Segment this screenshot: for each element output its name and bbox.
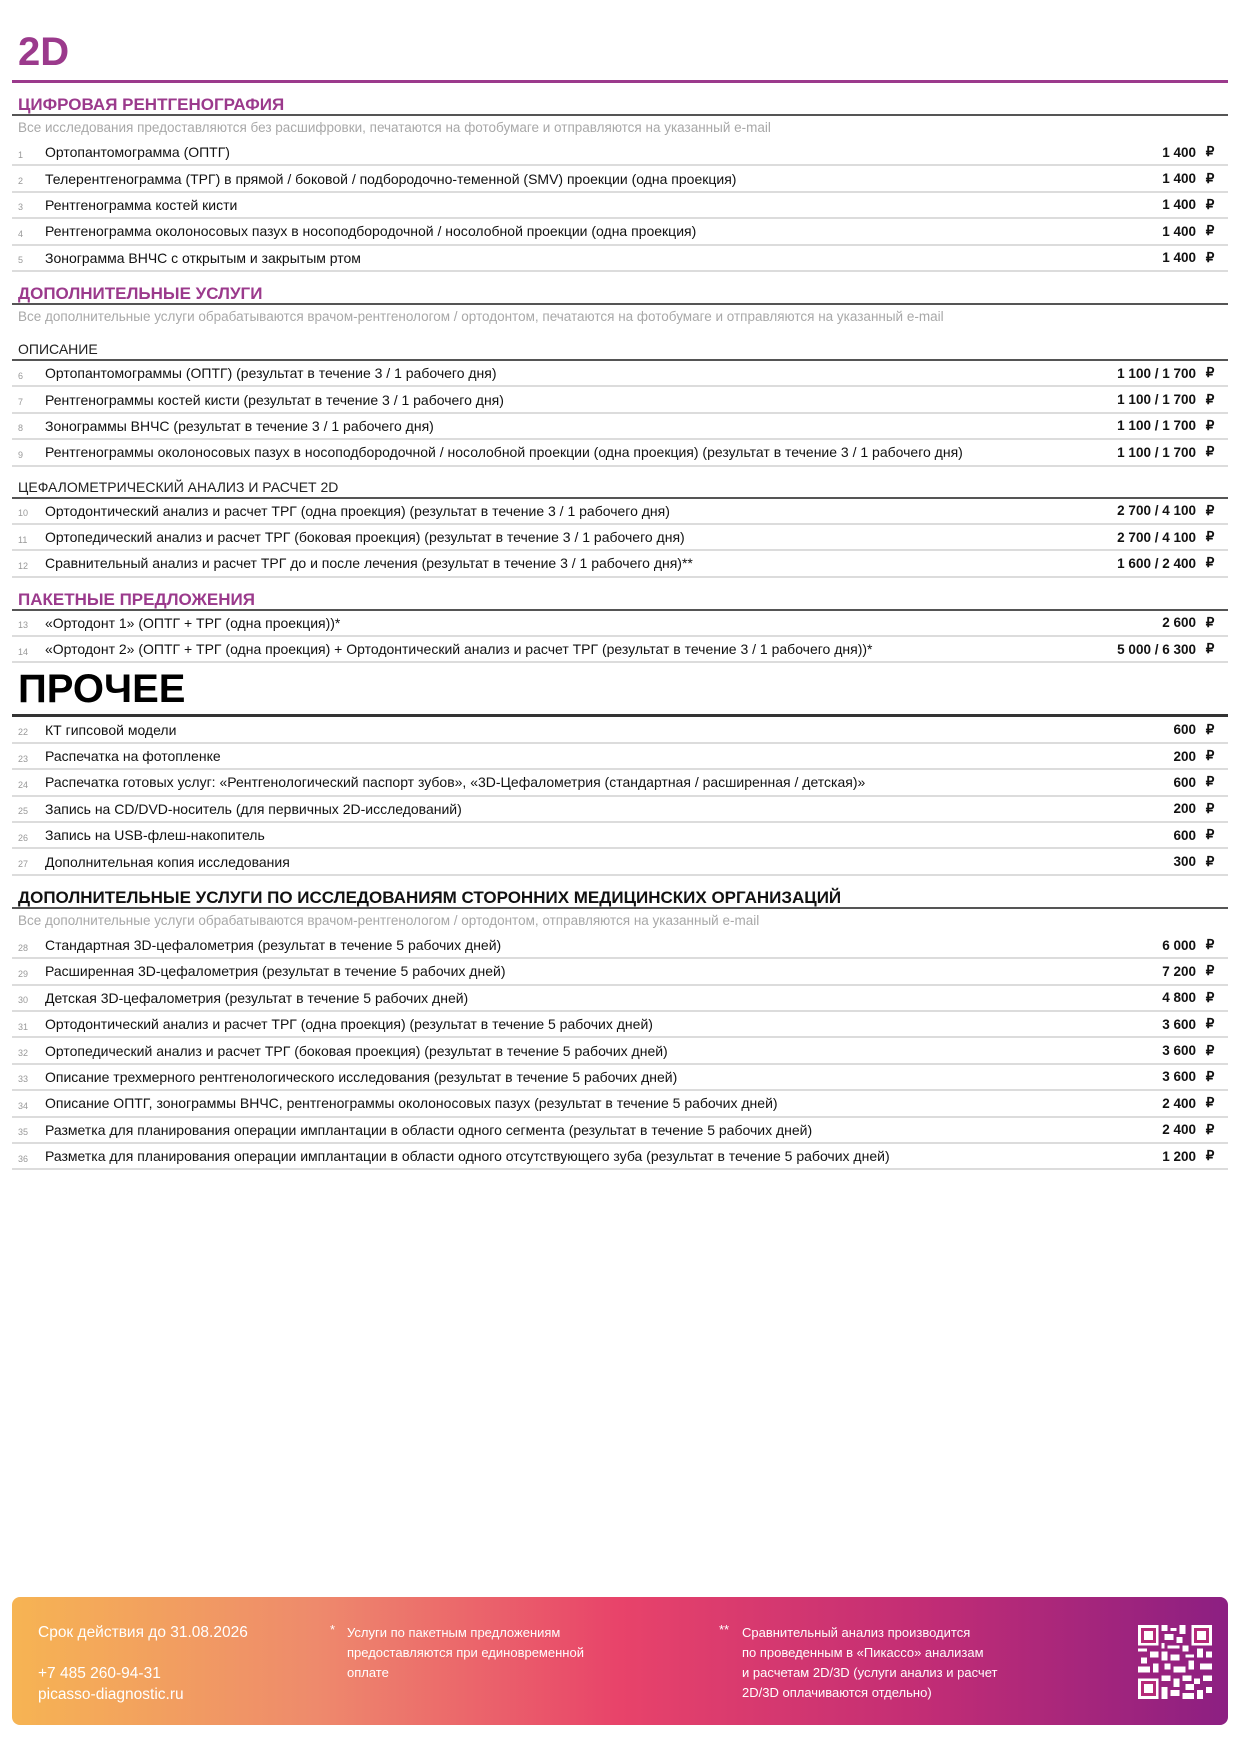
section-note: Все исследования предоставляются без расшифровки, печатаются на фотобумаге и отправляются на указанный e-mail (18, 120, 771, 135)
ruble-icon: ₽ (1205, 641, 1215, 657)
price-row (12, 525, 1228, 551)
price-row (12, 933, 1228, 959)
service-name: КТ гипсовой модели (45, 721, 177, 738)
row-number: 8 (18, 423, 24, 434)
service-price: 5 000 / 6 300 (1117, 641, 1196, 657)
footnote-line: по проведенным в «Пикассо» анализам (742, 1645, 984, 1660)
row-number: 36 (18, 1153, 29, 1164)
service-price: 2 400 (1162, 1095, 1196, 1111)
service-name: Рентгенограммы костей кисти (результат в течение 3 / 1 рабочего дня) (45, 391, 504, 408)
service-price: 4 800 (1162, 990, 1196, 1006)
price-row (12, 551, 1228, 577)
service-name: «Ортодонт 1» (ОПТГ + ТРГ (одна проекция))* (45, 614, 341, 631)
service-price: 1 400 (1162, 223, 1196, 239)
price-row (12, 219, 1228, 245)
service-price: 3 600 (1162, 1043, 1196, 1059)
service-name: Ортопантомограммы (ОПТГ) (результат в течение 3 / 1 рабочего дня) (45, 365, 497, 382)
service-price: 1 100 / 1 700 (1117, 365, 1196, 381)
ruble-icon: ₽ (1205, 1016, 1215, 1032)
price-row (12, 246, 1228, 272)
footnote-1 (347, 1623, 584, 1683)
phone-link[interactable]: +7 485 260-94-31 (38, 1665, 161, 1682)
service-price: 600 (1173, 774, 1196, 790)
price-row (12, 414, 1228, 440)
ruble-icon: ₽ (1205, 529, 1215, 545)
service-name: Запись на CD/DVD-носитель (для первичных 2D-исследований) (45, 800, 462, 817)
service-price: 2 700 / 4 100 (1117, 503, 1196, 519)
service-price: 1 400 (1162, 250, 1196, 266)
price-row (12, 770, 1228, 796)
ruble-icon: ₽ (1205, 223, 1215, 239)
service-name: «Ортодонт 2» (ОПТГ + ТРГ (одна проекция) + Ортодонтический анализ и расчет ТРГ (результат в течение 3 / 1 рабочего дня))* (45, 641, 873, 658)
row-number: 27 (18, 859, 29, 870)
service-name: Детская 3D-цефалометрия (результат в течение 5 рабочих дней) (45, 989, 469, 1006)
footnote-line: и расчетам 2D/3D (услуги анализ и расчет (742, 1665, 998, 1680)
price-row (12, 1012, 1228, 1038)
price-row (12, 1038, 1228, 1064)
price-row (12, 744, 1228, 770)
ruble-icon: ₽ (1205, 391, 1215, 407)
row-number: 22 (18, 727, 29, 738)
service-name: Ортодонтический анализ и расчет ТРГ (одна проекция) (результат в течение 3 / 1 рабочего дня) (45, 502, 670, 519)
row-number: 33 (18, 1074, 29, 1085)
footnote-line: оплате (347, 1665, 389, 1680)
row-number: 30 (18, 995, 29, 1006)
service-price: 6 000 (1162, 937, 1196, 953)
service-name: Ортопантомограмма (ОПТГ) (45, 144, 230, 161)
ruble-icon: ₽ (1205, 555, 1215, 571)
price-row (12, 1144, 1228, 1170)
price-row (12, 959, 1228, 985)
service-price: 1 100 / 1 700 (1117, 444, 1196, 460)
row-number: 11 (18, 534, 28, 545)
price-row (12, 823, 1228, 849)
service-name: Расширенная 3D-цефалометрия (результат в течение 5 рабочих дней) (45, 963, 506, 980)
row-number: 3 (18, 202, 24, 213)
footnote-line: 2D/3D оплачиваются отдельно) (742, 1685, 932, 1700)
section-heading: ПАКЕТНЫЕ ПРЕДЛОЖЕНИЯ (12, 578, 1228, 611)
service-name: Зонограммы ВНЧС (результат в течение 3 / 1 рабочего дня) (45, 417, 434, 434)
service-price: 600 (1173, 722, 1196, 738)
section-note: Все дополнительные услуги обрабатываются врачом-рентгенологом / ортодонтом, отправляются на указанный e-mail (18, 912, 760, 928)
ruble-icon: ₽ (1205, 196, 1215, 212)
ruble-icon: ₽ (1205, 417, 1215, 433)
price-row (12, 637, 1228, 663)
service-name: Сравнительный анализ и расчет ТРГ до и после лечения (результат в течение 3 / 1 рабочего дня)** (45, 555, 693, 572)
ruble-icon: ₽ (1205, 721, 1215, 737)
service-price: 2 400 (1162, 1122, 1196, 1138)
row-number: 13 (18, 620, 29, 631)
ruble-icon: ₽ (1205, 989, 1215, 1005)
service-price: 3 600 (1162, 1069, 1196, 1085)
service-price: 1 400 (1162, 144, 1196, 160)
row-number: 29 (18, 968, 29, 979)
row-number: 9 (18, 449, 24, 460)
service-name: Ортопедический анализ и расчет ТРГ (боковая проекция) (результат в течение 3 / 1 рабочего дня) (45, 529, 685, 546)
ruble-icon: ₽ (1205, 937, 1215, 952)
ruble-icon: ₽ (1205, 827, 1215, 843)
ruble-icon: ₽ (1205, 1095, 1215, 1111)
footnote-line: предоставляются при единовременной (347, 1645, 584, 1660)
service-price: 1 600 / 2 400 (1117, 555, 1196, 571)
row-number: 23 (18, 753, 29, 764)
service-name: Рентгенограмма костей кисти (45, 196, 238, 213)
price-row (12, 140, 1228, 166)
validity-date: Срок действия до 31.08.2026 (38, 1624, 248, 1641)
ruble-icon: ₽ (1205, 144, 1215, 160)
price-row (12, 193, 1228, 219)
website-link[interactable]: picasso-diagnostic.ru (38, 1686, 184, 1703)
service-price: 1 200 (1162, 1148, 1196, 1164)
price-row (12, 361, 1228, 387)
ruble-icon: ₽ (1205, 614, 1215, 630)
price-row (12, 611, 1228, 637)
ruble-icon: ₽ (1205, 502, 1215, 518)
page-title: 2D (12, 20, 1228, 83)
section-heading: ДОПОЛНИТЕЛЬНЫЕ УСЛУГИ ПО ИССЛЕДОВАНИЯМ СТОРОННИХ МЕДИЦИНСКИХ ОРГАНИЗАЦИЙ (12, 876, 1228, 909)
row-number: 25 (18, 806, 29, 817)
ruble-icon: ₽ (1205, 444, 1215, 460)
ruble-icon: ₽ (1205, 774, 1215, 790)
section-note: Все дополнительные услуги обрабатываются врачом-рентгенологом / ортодонтом, печатаются на фотобумаге и отправляются на указанный e-mail (18, 308, 944, 324)
price-row (12, 986, 1228, 1012)
service-price: 600 (1173, 827, 1196, 843)
ruble-icon: ₽ (1205, 800, 1215, 816)
price-row (12, 1091, 1228, 1117)
ruble-icon: ₽ (1205, 963, 1215, 979)
row-number: 10 (18, 508, 29, 519)
service-name: Разметка для планирования операции имплантации в области одного отсутствующего зуба (результат в течение 5 рабочих дней) (45, 1148, 890, 1165)
service-name: Телерентгенограмма (ТРГ) в прямой / боковой / подбородочно-теменной (SMV) проекции (одна проекция) (45, 170, 737, 187)
row-number: 26 (18, 832, 29, 843)
row-number: 6 (18, 370, 24, 381)
footnote-mark-1: * (330, 1622, 336, 1637)
section-title: ПРОЧЕЕ (12, 663, 1228, 717)
section-heading: ДОПОЛНИТЕЛЬНЫЕ УСЛУГИ (12, 272, 1228, 305)
footnote-line: Сравнительный анализ производится (742, 1625, 971, 1640)
ruble-icon: ₽ (1205, 1148, 1215, 1164)
row-number: 28 (18, 942, 29, 953)
ruble-icon: ₽ (1205, 1042, 1215, 1058)
service-name: Дополнительная копия исследования (45, 853, 290, 870)
ruble-icon: ₽ (1205, 170, 1215, 186)
subsection-heading: ЦЕФАЛОМЕТРИЧЕСКИЙ АНАЛИЗ И РАСЧЕТ 2D (12, 467, 1228, 499)
service-price: 1 100 / 1 700 (1117, 392, 1196, 408)
price-row (12, 1118, 1228, 1144)
row-number: 34 (18, 1100, 29, 1111)
service-name: Описание трехмерного рентгенологического исследования (результат в течение 5 рабочих дней) (45, 1068, 678, 1085)
service-price: 2 600 (1162, 615, 1196, 631)
service-name: Разметка для планирования операции имплантации в области одного сегмента (результат в течение 5 рабочих дней) (45, 1121, 813, 1138)
service-price: 2 700 / 4 100 (1117, 529, 1196, 545)
qr-code-icon[interactable] (1138, 1625, 1212, 1699)
ruble-icon: ₽ (1205, 853, 1215, 869)
service-price: 1 400 (1162, 171, 1196, 187)
footnote-line: Услуги по пакетным предложениям (347, 1625, 561, 1640)
service-name: Ортопедический анализ и расчет ТРГ (боковая проекция) (результат в течение 5 рабочих дней) (45, 1042, 668, 1059)
row-number: 32 (18, 1048, 29, 1059)
ruble-icon: ₽ (1205, 365, 1215, 381)
price-row (12, 717, 1228, 743)
service-price: 1 400 (1162, 197, 1196, 213)
row-number: 5 (18, 255, 24, 266)
service-name: Стандартная 3D-цефалометрия (результат в течение 5 рабочих дней) (45, 937, 502, 953)
service-price: 7 200 (1162, 963, 1196, 979)
service-name: Описание ОПТГ, зонограммы ВНЧС, рентгенограммы околоносовых пазух (результат в течение 5 рабочих дней) (45, 1095, 778, 1112)
row-number: 31 (18, 1021, 29, 1032)
service-price: 300 (1173, 854, 1196, 870)
price-row (12, 499, 1228, 525)
footnote-mark-2: ** (719, 1622, 730, 1637)
service-name: Зонограмма ВНЧС с открытым и закрытым ртом (45, 249, 361, 266)
row-number: 14 (18, 646, 29, 657)
service-name: Запись на USB-флеш-накопитель (45, 827, 265, 844)
row-number: 24 (18, 779, 29, 790)
price-row (12, 440, 1228, 466)
ruble-icon: ₽ (1205, 748, 1215, 764)
service-price: 1 100 / 1 700 (1117, 418, 1196, 434)
ruble-icon: ₽ (1205, 1068, 1215, 1084)
service-name: Распечатка готовых услуг: «Рентгенологический паспорт зубов», «3D-Цефалометрия (стандартная / расширенная / детская)» (45, 774, 866, 791)
service-price: 3 600 (1162, 1016, 1196, 1032)
service-name: Рентгенограммы околоносовых пазух в носоподбородочной / носолобной проекции (одна проекция) (результат в течение 3 / 1 рабочего дня) (45, 444, 963, 461)
price-row (12, 387, 1228, 413)
service-name: Рентгенограмма околоносовых пазух в носоподбородочной / носолобной проекции (одна проекция) (45, 223, 697, 240)
row-number: 4 (18, 228, 24, 239)
price-list (12, 20, 1228, 1170)
subsection-heading: ОПИСАНИЕ (12, 329, 1228, 361)
row-number: 2 (18, 176, 24, 187)
row-number: 12 (18, 560, 29, 571)
row-number: 7 (18, 397, 24, 408)
price-row (12, 166, 1228, 192)
price-row (12, 797, 1228, 823)
row-number: 35 (18, 1127, 29, 1138)
row-number: 1 (18, 149, 24, 160)
service-price: 200 (1173, 801, 1196, 817)
price-row (12, 849, 1228, 875)
footnote-2 (742, 1623, 997, 1703)
footer-banner (12, 1597, 1228, 1725)
service-name: Распечатка на фотопленке (45, 748, 221, 765)
contacts (38, 1663, 184, 1705)
service-name: Ортодонтический анализ и расчет ТРГ (одна проекция) (результат в течение 5 рабочих дней) (45, 1016, 653, 1033)
price-row (12, 1065, 1228, 1091)
ruble-icon: ₽ (1205, 249, 1215, 265)
service-price: 200 (1173, 748, 1196, 764)
ruble-icon: ₽ (1205, 1121, 1215, 1137)
section-heading: ЦИФРОВАЯ РЕНТГЕНОГРАФИЯ (12, 83, 1228, 116)
